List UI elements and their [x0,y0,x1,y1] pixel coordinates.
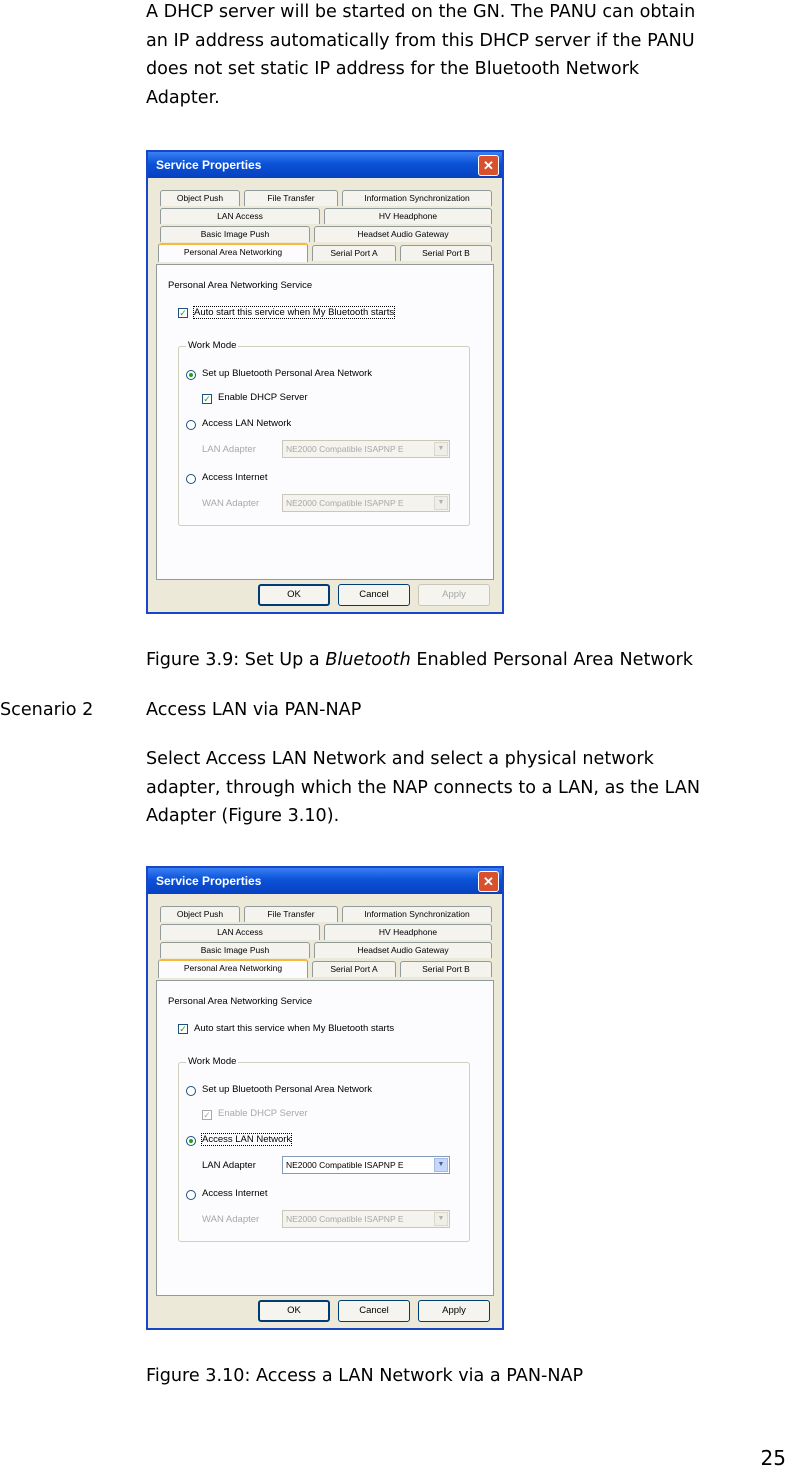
auto-start-checkbox[interactable]: ✓ [179,1024,187,1034]
pan-radio[interactable] [186,1086,196,1096]
wan-adapter-label: WAN Adapter [202,1214,260,1225]
tab-information-synchronization[interactable]: Information Synchronization [342,190,492,206]
apply-button[interactable]: Apply [418,1300,490,1322]
pan-option-label[interactable]: Set up Bluetooth Personal Area Network [202,368,373,379]
wan-adapter-value: NE2000 Compatible ISAPNP E [286,1214,404,1224]
caption-italic: Bluetooth [325,650,411,670]
tab-row-4 [156,961,494,978]
dhcp-option-label[interactable]: Enable DHCP Server [218,1108,308,1119]
lan-radio[interactable] [186,420,196,430]
tab-object-push[interactable]: Object Push [160,190,240,206]
lan-option-label[interactable]: Access LAN Network [202,1134,292,1145]
lan-adapter-select[interactable] [282,440,450,458]
tab-information-synchronization[interactable]: Information Synchronization [342,906,492,922]
tab-lan-access[interactable]: LAN Access [160,924,320,940]
ok-button[interactable]: OK [258,584,330,606]
chevron-down-icon[interactable]: ▼ [434,1158,448,1172]
internet-option-label[interactable]: Access Internet [202,472,268,483]
dialog-title: Service Properties [156,158,262,172]
scenario-line: Adapter (Figure 3.10). [146,806,340,826]
scenario-heading: Access LAN via PAN-NAP [146,700,362,720]
tab-row-1 [156,906,494,923]
chevron-down-icon[interactable]: ▼ [434,442,448,456]
scenario-line: adapter, through which the NAP connects to a LAN, as the LAN [146,777,700,798]
internet-radio[interactable] [186,1190,196,1200]
tab-serial-port-b[interactable]: Serial Port B [400,961,492,977]
tab-file-transfer[interactable]: File Transfer [244,190,338,206]
lan-adapter-value: NE2000 Compatible ISAPNP E [286,1160,404,1170]
tab-basic-image-push[interactable]: Basic Image Push [160,942,310,958]
apply-button[interactable]: Apply [418,584,490,606]
ok-button[interactable]: OK [258,1300,330,1322]
tab-row-2 [156,208,494,225]
work-mode-label: Work Mode [188,1056,237,1067]
tab-object-push[interactable]: Object Push [160,906,240,922]
chevron-down-icon[interactable]: ▼ [434,496,448,510]
intro-line: A DHCP server will be started on the GN. The PANU can obtain [146,2,696,22]
tab-personal-area-networking[interactable]: Personal Area Networking [158,959,308,978]
cancel-button[interactable]: Cancel [338,584,410,606]
figure-3-10-dialog [146,866,504,1330]
title-bar [148,868,502,894]
tab-hv-headphone[interactable]: HV Headphone [324,924,492,940]
tab-hv-headphone[interactable]: HV Headphone [324,208,492,224]
figure-3-10-caption: Figure 3.10: Access a LAN Network via a PAN-NAP [146,1366,584,1386]
service-label: Personal Area Networking Service [168,280,313,291]
intro-line: does not set static IP address for the Bluetooth Network [146,59,640,79]
auto-start-label[interactable]: Auto start this service when My Bluetooth starts [194,1023,395,1034]
tab-lan-access[interactable]: LAN Access [160,208,320,224]
internet-option-label[interactable]: Access Internet [202,1188,268,1199]
tab-personal-area-networking[interactable]: Personal Area Networking [158,243,308,262]
dhcp-checkbox[interactable]: ✓ [203,1110,211,1120]
caption-prefix: Figure 3.9: Set Up a [146,650,326,670]
page-number: 25 [760,1446,786,1470]
internet-radio[interactable] [186,474,196,484]
pan-option-label[interactable]: Set up Bluetooth Personal Area Network [202,1084,373,1095]
lan-adapter-select[interactable] [282,1156,450,1174]
intro-paragraph [146,0,792,112]
scenario-line: Select Access LAN Network and select a physical network [146,749,654,769]
tab-row-2 [156,924,494,941]
tab-headset-audio-gateway[interactable]: Headset Audio Gateway [314,226,492,242]
intro-line: Adapter. [146,87,220,108]
lan-option-label[interactable]: Access LAN Network [202,418,292,429]
tab-serial-port-b[interactable]: Serial Port B [400,245,492,261]
wan-adapter-label: WAN Adapter [202,498,260,509]
dhcp-option-label[interactable]: Enable DHCP Server [218,392,308,403]
scenario-paragraph [146,745,792,831]
service-label: Personal Area Networking Service [168,996,313,1007]
tab-row-4 [156,245,494,262]
figure-3-9-caption [146,650,693,670]
tab-serial-port-a[interactable]: Serial Port A [312,961,396,977]
tab-file-transfer[interactable]: File Transfer [244,906,338,922]
dhcp-checkbox[interactable]: ✓ [203,394,211,404]
close-icon[interactable]: ✕ [478,155,499,176]
lan-adapter-label: LAN Adapter [202,1160,256,1171]
tab-serial-port-a[interactable]: Serial Port A [312,245,396,261]
auto-start-checkbox[interactable]: ✓ [179,308,187,318]
wan-adapter-select[interactable] [282,1210,450,1228]
intro-line: an IP address automatically from this DHCP server if the PANU [146,30,695,51]
lan-adapter-label: LAN Adapter [202,444,256,455]
lan-radio[interactable] [186,1136,196,1146]
wan-adapter-select[interactable] [282,494,450,512]
work-mode-label: Work Mode [188,340,237,351]
chevron-down-icon[interactable]: ▼ [434,1212,448,1226]
lan-adapter-value: NE2000 Compatible ISAPNP E [286,444,404,454]
title-bar [148,152,502,178]
caption-suffix: Enabled Personal Area Network [410,650,693,670]
tab-headset-audio-gateway[interactable]: Headset Audio Gateway [314,942,492,958]
auto-start-label[interactable]: Auto start this service when My Bluetooth starts [194,307,395,318]
figure-3-9-dialog [146,150,504,614]
close-icon[interactable]: ✕ [478,871,499,892]
dialog-title: Service Properties [156,874,262,888]
tab-row-1 [156,190,494,207]
tab-basic-image-push[interactable]: Basic Image Push [160,226,310,242]
scenario-label: Scenario 2 [0,700,94,720]
pan-radio[interactable] [186,370,196,380]
tab-row-3 [156,942,494,959]
cancel-button[interactable]: Cancel [338,1300,410,1322]
tab-row-3 [156,226,494,243]
wan-adapter-value: NE2000 Compatible ISAPNP E [286,498,404,508]
